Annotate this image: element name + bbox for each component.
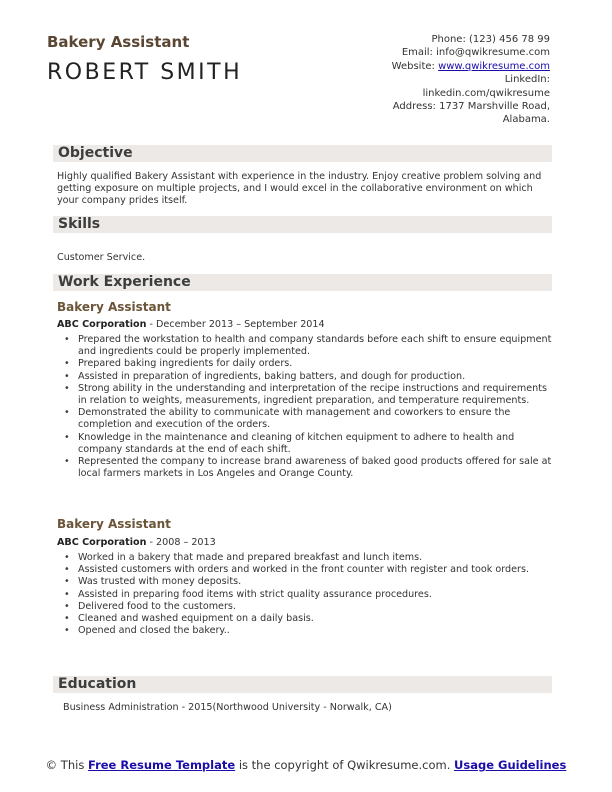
list-item: • Delivered food to the customers. [62,601,552,613]
candidate-name: ROBERT SMITH [47,60,243,85]
job-1-company: ABC Corporation [57,319,147,330]
education-section-header [53,676,552,693]
list-item: • Cleaned and washed equipment on a daily basis. [62,613,552,625]
footer: © This Free Resume Template is the copyright of Qwikresume.com. Usage Guidelines [45,758,567,772]
job-1-company-line [57,319,325,330]
contact-website: Website: www.qwikresume.com [391,60,550,72]
contact-linkedin-label: LinkedIn: [504,74,550,86]
list-item: • Assisted in preparation of ingredients, baking batters, and dough for production. [62,371,552,383]
list-item: • Prepared baking ingredients for daily orders. [62,358,552,370]
list-item: • Assisted in preparing food items with strict quality assurance procedures. [62,589,552,601]
job-1-dates: - December 2013 – September 2014 [146,319,325,330]
skills-heading: Skills [58,216,101,232]
objective-text: Highly qualified Bakery Assistant with experience in the industry. Enjoy creative problem solving and getting exposure on multiple projects, and I would excel in the collaborative environment on which your company prides itself. [57,171,542,206]
header-job-title: Bakery Assistant [47,33,190,51]
list-item: • Prepared the workstation to health and company standards before each shift to ensure equipment and ingredients could be properly implemented. [62,334,552,358]
job-2-company-line [57,537,216,548]
job-2-bullets [62,552,552,637]
objective-section-header [53,145,552,162]
list-item: • Assisted customers with orders and worked in the front counter with register and took orders. [62,564,552,576]
usage-guidelines-link[interactable]: Usage Guidelines [454,758,567,772]
job-2-role: Bakery Assistant [57,517,171,531]
list-item: • Knowledge in the maintenance and cleaning of kitchen equipment to adhere to health and company standards at the end of each shift. [62,432,552,456]
contact-block [330,33,550,127]
job-1-role: Bakery Assistant [57,300,171,314]
contact-address: Address: 1737 Marshville Road, [392,101,550,113]
list-item: • Worked in a bakery that made and prepared breakfast and lunch items. [62,552,552,564]
job-2-company: ABC Corporation [57,537,147,548]
website-link[interactable]: www.qwikresume.com [438,60,550,72]
list-item: • Strong ability in the understanding and interpretation of the recipe instructions and requirements in relation to weights, measurements, ingredient preparation, and temperature requirements. [62,383,552,407]
contact-linkedin: linkedin.com/qwikresume [422,87,550,99]
work-section-header [53,274,552,291]
education-heading: Education [58,676,137,692]
contact-phone: Phone: (123) 456 78 99 [431,34,550,45]
objective-heading: Objective [58,145,133,161]
job-2-dates: - 2008 – 2013 [146,537,216,548]
contact-address-line2: Alabama. [502,114,550,126]
list-item: • Represented the company to increase brand awareness of baked good products offered for sale at local farmers markets in Los Angeles and Orange County. [62,456,552,480]
job-1-bullets [62,334,552,480]
free-resume-template-link[interactable]: Free Resume Template [87,758,236,772]
skills-section-header [53,216,552,233]
list-item: • Opened and closed the bakery.. [62,625,552,637]
work-heading: Work Experience [58,274,191,290]
skills-text: Customer Service. [57,252,146,263]
contact-email: Email: info@qwikresume.com [401,47,550,59]
education-text: Business Administration - 2015(Northwood University - Norwalk, CA) [63,702,392,713]
list-item: • Was trusted with money deposits. [62,576,552,588]
list-item: • Demonstrated the ability to communicate with management and coworkers to ensure the completion and execution of the orders. [62,407,552,431]
